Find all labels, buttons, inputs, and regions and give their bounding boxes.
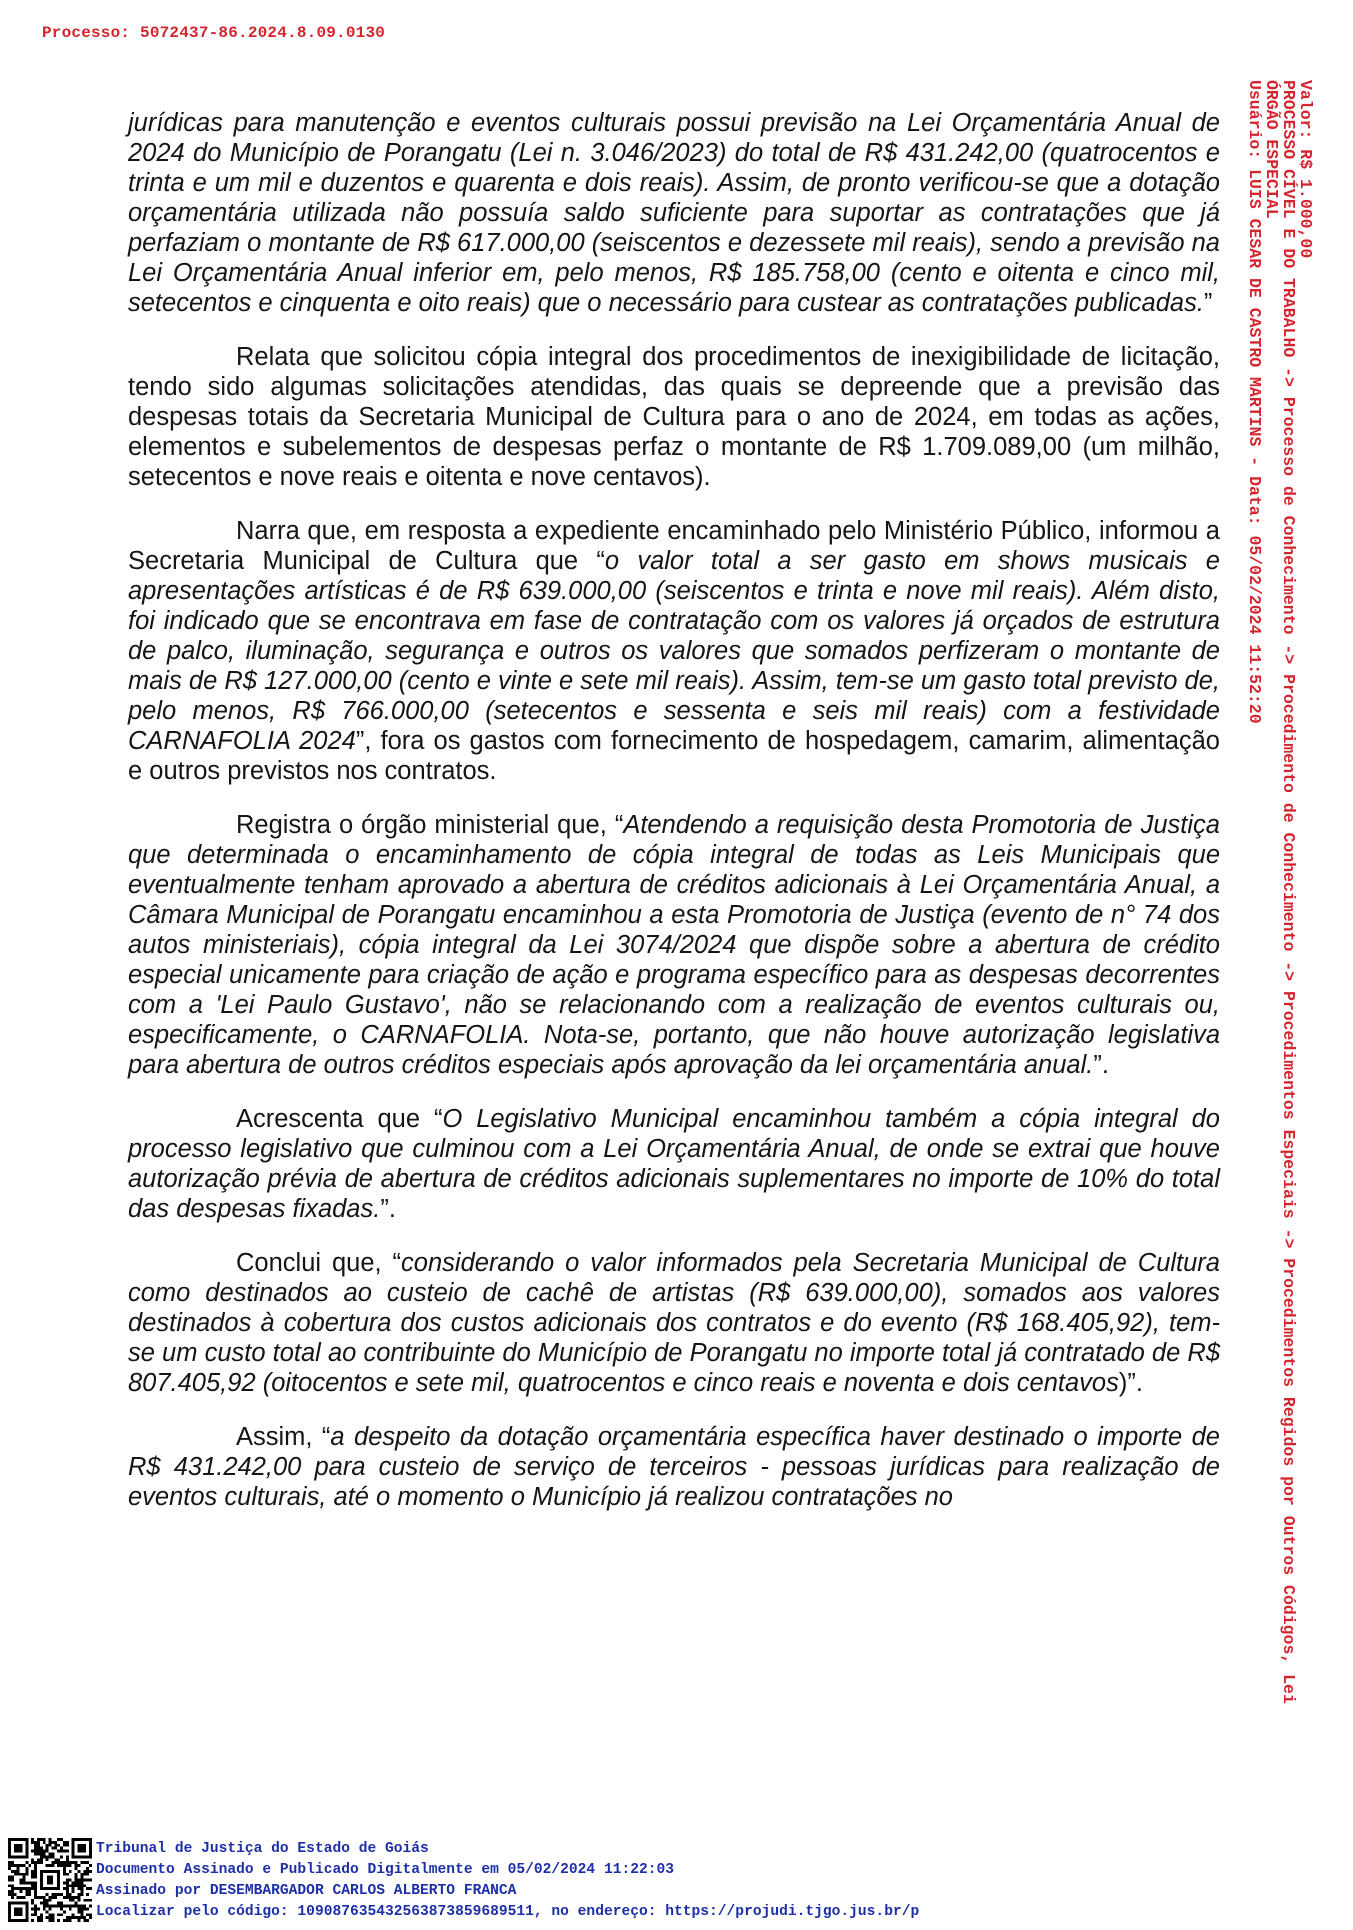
signature-info <box>96 1839 919 1923</box>
paragraph-5 <box>128 1104 1220 1224</box>
stamp-value: Valor: R$ 1.000,00 <box>1296 80 1315 259</box>
signed-by: Assinado por DESEMBARGADOR CARLOS ALBERTO FRANCA <box>96 1883 517 1899</box>
paragraph-7 <box>128 1422 1220 1512</box>
court-name: Tribunal de Justiça do Estado de Goiás <box>96 1841 429 1857</box>
quote-text: O Legislativo Municipal encaminhou também a cópia integral do processo legislativo que culminou com a Lei Orçamentária Anual, de onde se extrai que houve autorização prévia de abertura de créditos adicionais suplementares no importe de 10% do total das despesas fixadas. <box>128 1105 1220 1223</box>
process-number: Processo: 5072437-86.2024.8.09.0130 <box>42 24 386 42</box>
quote-text: jurídicas para manutenção e eventos culturais possui previsão na Lei Orçamentária Anual de 2024 do Município de Porangatu (Lei n. 3.046/2023) do total de R$ 431.242,00 (quatrocentos e trinta e um mil e duzentos e quarenta e dois reais). Assim, de pronto verificou-se que a dotação orçamentária utilizada não possuía saldo suficiente para suportar as contratações que já perfaziam o montante de R$ 617.000,00 (seiscentos e dezessete mil reais), sendo a previsão na Lei Orçamentária Anual inferior em, pelo menos, R$ 185.758,00 (cento e oitenta e cinco mil, setecentos e cinquenta e oito reais) que o necessário para custear as contratações publicadas. <box>128 109 1220 317</box>
quote-text: Atendendo a requisição desta Promotoria de Justiça que determinada o encaminhamento de cópia integral de todas as Leis Municipais que eventualmente tenham aprovado a abertura de créditos adicionais à Lei Orçamentária Anual, a Câmara Municipal de Porangatu encaminhou a esta Promotoria de Justiça (evento de n° 74 dos autos ministeriais), cópia integral da Lei 3074/2024 que dispõe sobre a abertura de crédito especial unicamente para criação de ação e programa específico para as despesas decorrentes com a 'Lei Paulo Gustavo', não se relacionando com a realização de eventos culturais ou, especificamente, o CARNAFOLIA. Nota-se, portanto, que não houve autorização legislativa para abertura de outros créditos especiais após aprovação da lei orçamentária anual. <box>128 811 1220 1079</box>
quote-text: a despeito da dotação orçamentária específica haver destinado o importe de R$ 431.242,00 para custeio de serviço de terceiros - pessoas jurídicas para realização de eventos culturais, até o momento o Município já realizou contratações no <box>128 1423 1220 1511</box>
stamp-user: Usuário: LUIS CESAR DE CASTRO MARTINS - Data: 05/02/2024 11:52:20 <box>1245 80 1264 724</box>
paragraph-text: Conclui que, “ <box>236 1249 402 1277</box>
paragraph-text: ”. <box>380 1195 396 1223</box>
paragraph-text: Registra o órgão ministerial que, “ <box>236 811 624 839</box>
paragraph-text: ”. <box>1093 1051 1109 1079</box>
paragraph-text: Narra que, em resposta a expediente encaminhado pelo Ministério Público, informou a Secretaria Municipal de Cultura que “ <box>128 517 1220 575</box>
stamp-organ: ÓRGÃO ESPECIAL <box>1262 80 1281 219</box>
paragraph-4 <box>128 810 1220 1080</box>
document-body <box>128 108 1220 1536</box>
quote-text: considerando o valor informados pela Secretaria Municipal de Cultura como destinados ao custeio de cachê de artistas (R$ 639.000,00), somados aos valores destinados à cobertura dos custos adicionais dos contratos e do evento (R$ 168.405,92), tem-se um custo total ao contribuinte do Município de Porangatu no importe total já contratado de R$ 807.405,92 (oitocentos e sete mil, quatrocentos e cinco reais e noventa e dois centavos <box>128 1249 1220 1397</box>
verification-code[interactable]: Localizar pelo código: 109087635432563873859689511, no endereço: https://projudi.tjgo.jus.br/p <box>96 1904 920 1920</box>
qr-code-icon <box>8 1838 92 1922</box>
signed-date: Documento Assinado e Publicado Digitalmente em 05/02/2024 11:22:03 <box>96 1862 675 1878</box>
paragraph-text: Acrescenta que “ <box>236 1105 443 1133</box>
side-stamp <box>1238 80 1316 1930</box>
paragraph-6 <box>128 1248 1220 1398</box>
quote-close: ” <box>1203 289 1213 317</box>
quote-text: o valor total a ser gasto em shows musicais e apresentações artísticas é de R$ 639.000,00 (seiscentos e trinta e nove mil reais). Além disto, foi indicado que se encontrava em fase de contratação com os valores já orçados de estrutura de palco, iluminação, segurança e outros os valores que somados perfizeram o montante de mais de R$ 127.000,00 (cento e vinte e sete mil reais). Assim, tem-se um gasto total previsto de, pelo menos, R$ 766.000,00 (setecentos e sessenta e seis mil reais) com a festividade CARNAFOLIA 2024 <box>128 547 1220 755</box>
signature-footer <box>8 1838 1238 1924</box>
paragraph-text: )”. <box>1118 1369 1143 1397</box>
paragraph-1 <box>128 108 1220 318</box>
stamp-classification: PROCESSO CÍVEL E DO TRABALHO -> Processo de Conhecimento -> Procedimento de Conhecimento -> Procedimentos Especiais -> Procedimentos Regidos por Outros Códigos, Lei <box>1279 80 1298 1704</box>
paragraph-3 <box>128 516 1220 786</box>
paragraph-text: ”, fora os gastos com fornecimento de hospedagem, camarim, alimentação e outros previstos nos contratos. <box>128 727 1220 785</box>
paragraph-text: Assim, “ <box>236 1423 331 1451</box>
paragraph-2: Relata que solicitou cópia integral dos procedimentos de inexigibilidade de licitação, tendo sido algumas solicitações atendidas, das quais se depreende que a previsão das despesas totais da Secretaria Municipal de Cultura para o ano de 2024, em todas as ações, elementos e subelementos de despesas perfaz o montante de R$ 1.709.089,00 (um milhão, setecentos e nove reais e oitenta e nove centavos). <box>128 343 1220 491</box>
